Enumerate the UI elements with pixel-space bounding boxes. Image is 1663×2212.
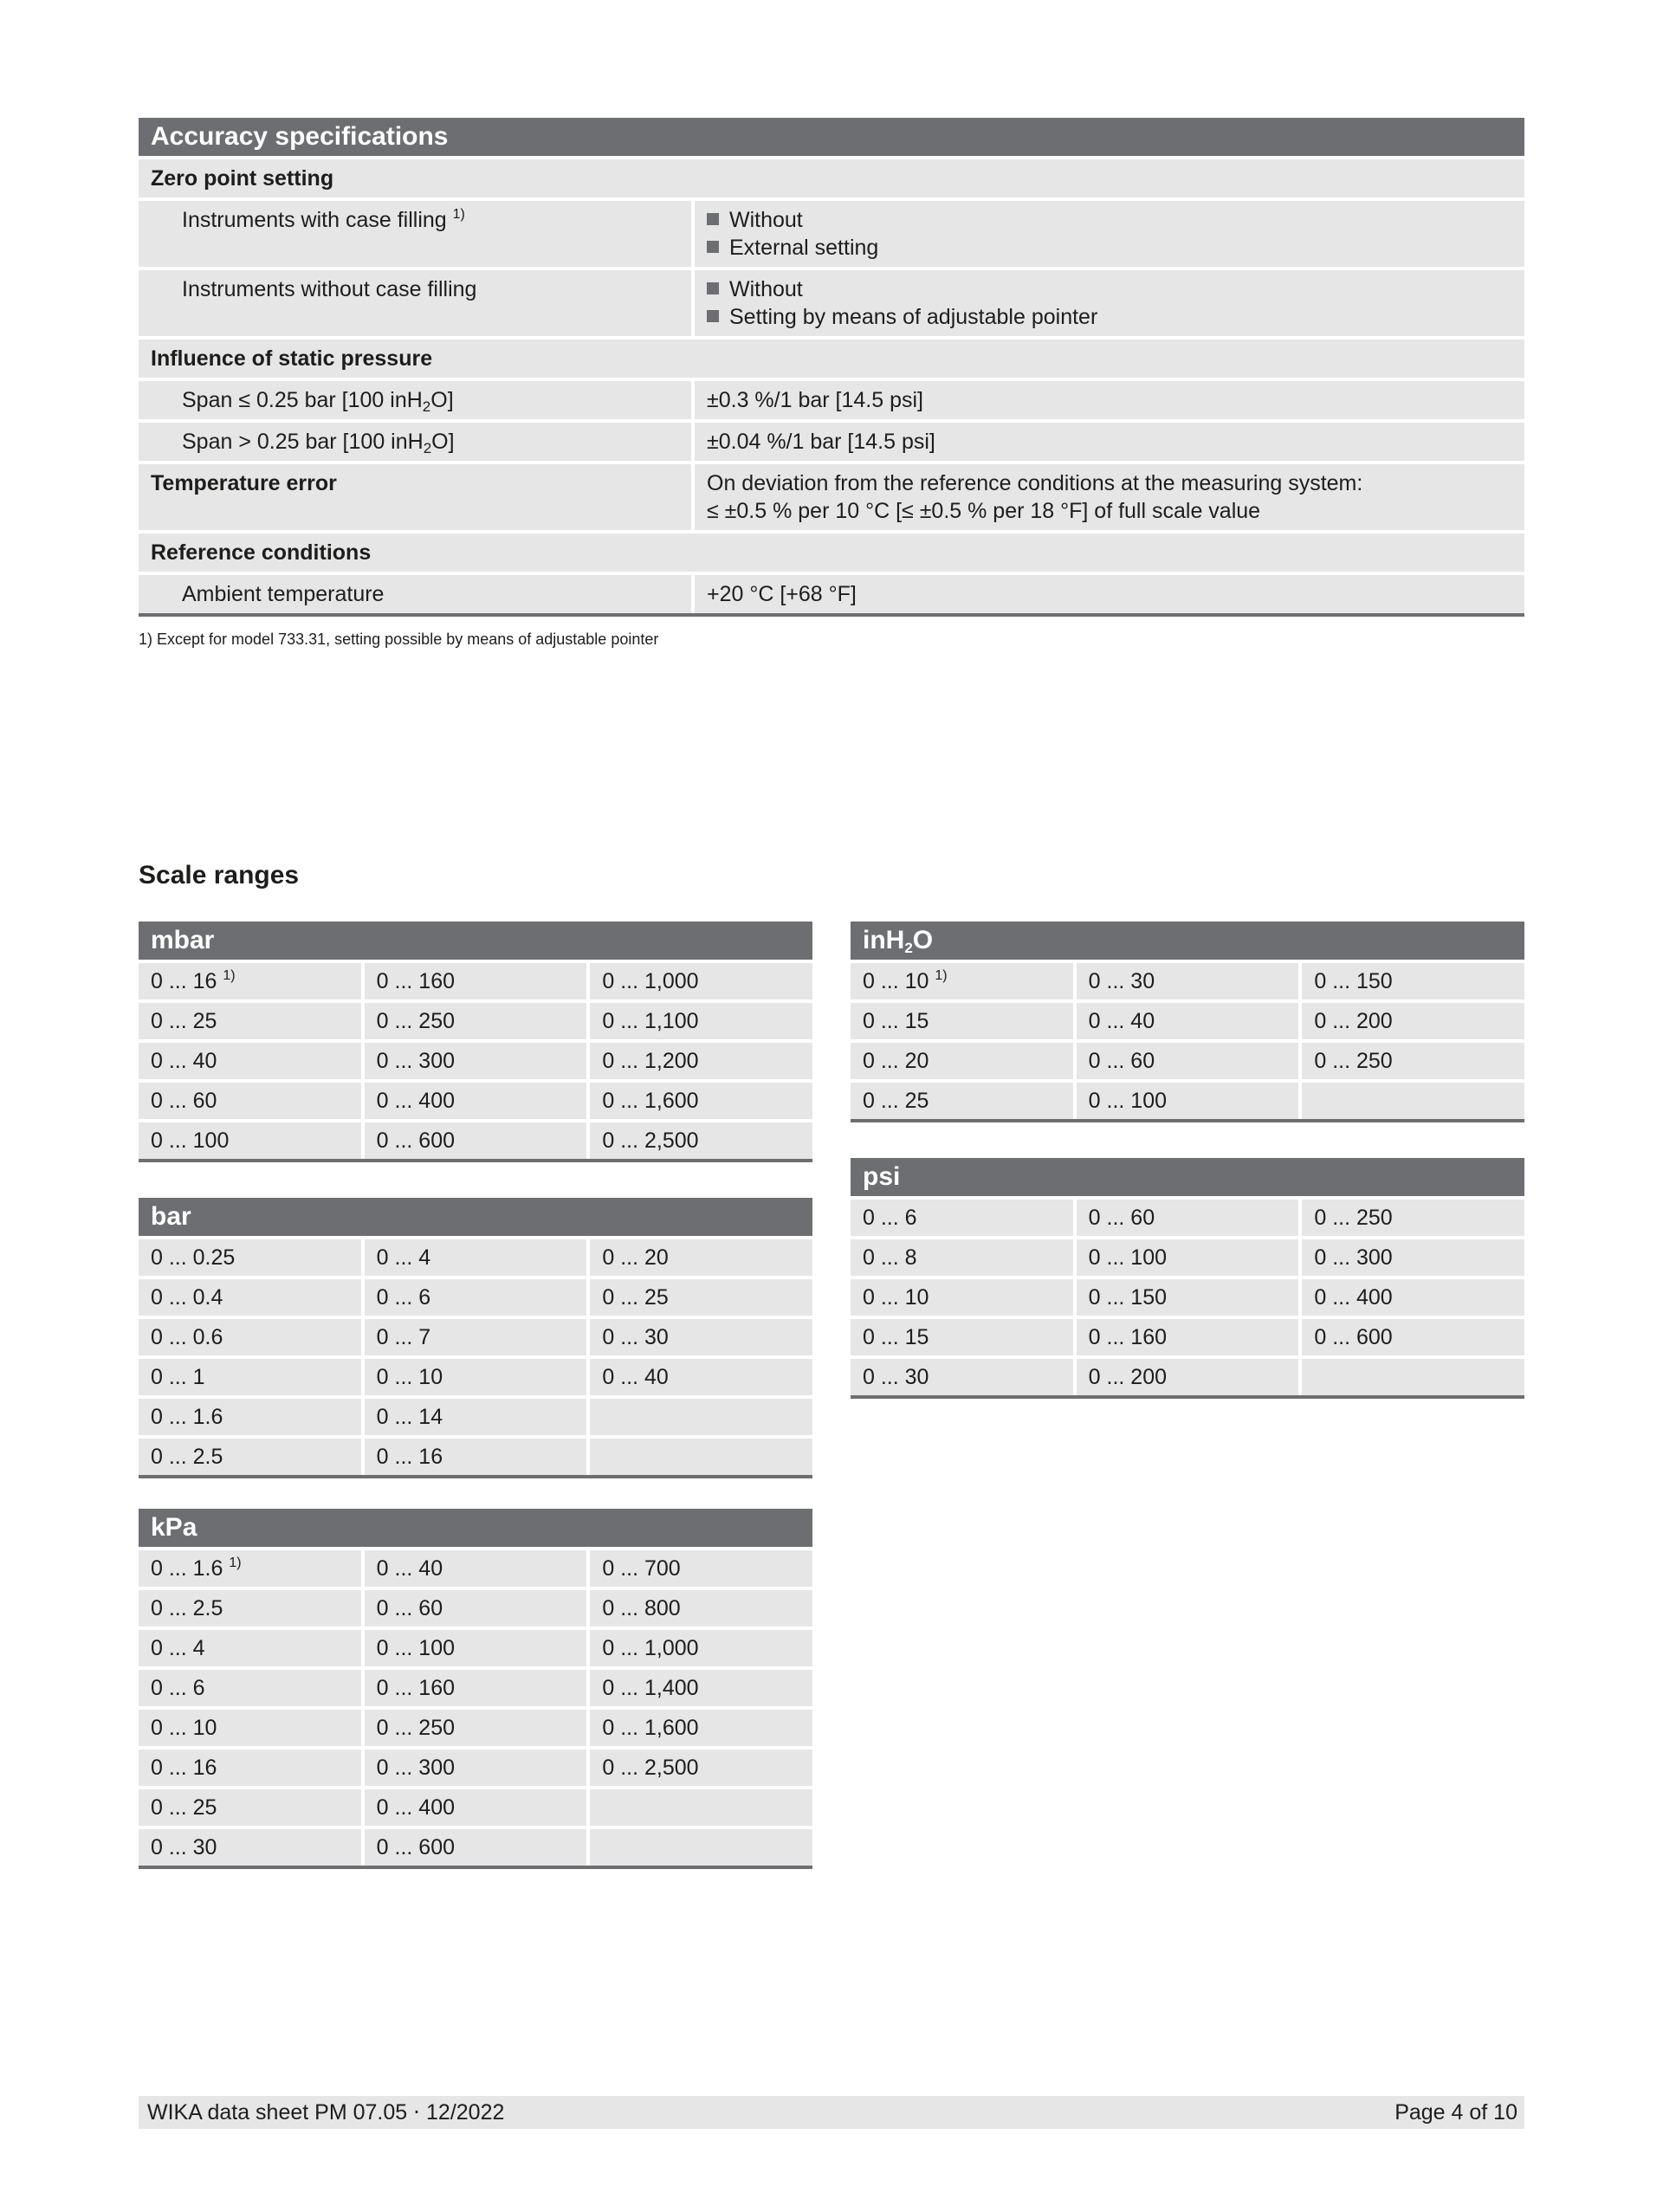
span-small-value: ±0.3 %/1 bar [14.5 psi]	[695, 381, 1524, 419]
table-row	[139, 963, 812, 999]
table-cell: 0 ... 0.4	[139, 1279, 361, 1316]
table-cell: 0 ... 600	[1302, 1319, 1524, 1355]
table-cell: 0 ... 4	[139, 1630, 361, 1666]
table-cell: 0 ... 25	[590, 1279, 812, 1316]
table-cell: 0 ... 10	[365, 1359, 587, 1395]
table-row	[851, 1239, 1524, 1276]
accuracy-table	[139, 118, 1524, 617]
table-cell: 0 ... 200	[1077, 1359, 1299, 1395]
table-cell: 0 ... 800	[590, 1590, 812, 1627]
without-filling-options: Without Setting by means of adjustable pointer	[695, 270, 1524, 336]
span-large-label: Span > 0.25 bar [100 inH$_2$O]	[139, 423, 691, 461]
table-row	[851, 1279, 1524, 1316]
bullet-square-icon	[707, 213, 719, 225]
table-cell	[590, 1439, 812, 1475]
table-cell: 0 ... 16	[365, 1439, 587, 1475]
accuracy-title: Accuracy specifications	[139, 118, 1524, 156]
table-cell: 0 ... 16	[139, 1750, 361, 1786]
footnote-ref: 1)	[229, 1556, 242, 1570]
table-cell: 0 ... 60	[1077, 1200, 1299, 1236]
table-row	[139, 1590, 812, 1627]
table-cell: 0 ... 2.5	[139, 1590, 361, 1627]
table-cell: 0 ... 30	[590, 1319, 812, 1355]
table-row	[139, 1359, 812, 1395]
table-row	[139, 1122, 812, 1159]
table-row	[139, 1670, 812, 1706]
bullet-square-icon	[707, 310, 719, 322]
zero-point-label: Zero point setting	[139, 159, 1524, 197]
table-row	[139, 1630, 812, 1666]
table-row	[139, 1043, 812, 1079]
mbar-table-title: mbar	[139, 922, 812, 960]
table-cell: 0 ... 160	[365, 963, 587, 999]
table-cell: 0 ... 10	[139, 1710, 361, 1746]
bullet-square-icon	[707, 241, 719, 253]
table-cell: 0 ... 600	[365, 1829, 587, 1866]
psi-table	[851, 1158, 1524, 1399]
table-row	[139, 1239, 812, 1276]
footer-document-id: WIKA data sheet PM 07.05 ⋅ 12/2022	[147, 2100, 505, 2125]
table-cell: 0 ... 100	[1077, 1083, 1299, 1119]
table-cell: 0 ... 60	[139, 1083, 361, 1119]
page-footer	[139, 2096, 1524, 2129]
footnote-ref: 1)	[452, 207, 465, 222]
table-cell: 0 ... 30	[1077, 963, 1299, 999]
table-cell: 0 ... 100	[1077, 1239, 1299, 1276]
kpa-table-title: kPa	[139, 1509, 812, 1547]
table-row	[139, 1399, 812, 1435]
table-cell: 0 ... 60	[365, 1590, 587, 1627]
table-cell: 0 ... 20	[851, 1043, 1073, 1079]
table-cell: 0 ... 15	[851, 1003, 1073, 1039]
bullet-square-icon	[707, 282, 719, 294]
table-cell: 0 ... 150	[1077, 1279, 1299, 1316]
span-small-label: Span ≤ 0.25 bar [100 inH$_2$O]	[139, 381, 691, 419]
table-cell: 0 ... 400	[365, 1789, 587, 1826]
table-cell: 0 ... 600	[365, 1122, 587, 1159]
table-cell: 0 ... 40	[590, 1359, 812, 1395]
table-cell: 0 ... 1,000	[590, 1630, 812, 1666]
table-cell: 0 ... 250	[1302, 1043, 1524, 1079]
table-cell: 0 ... 10	[851, 1279, 1073, 1316]
table-cell: 0 ... 6	[139, 1670, 361, 1706]
table-row	[139, 1083, 812, 1119]
table-row	[139, 1319, 812, 1355]
table-cell: 0 ... 40	[365, 1550, 587, 1587]
table-row	[139, 1550, 812, 1587]
psi-table-title: psi	[851, 1158, 1524, 1196]
table-row	[139, 1279, 812, 1316]
table-cell: 0 ... 300	[365, 1043, 587, 1079]
table-cell: 0 ... 1	[139, 1359, 361, 1395]
table-cell: 0 ... 1,600	[590, 1083, 812, 1119]
kpa-table	[139, 1509, 812, 1869]
table-cell	[590, 1399, 812, 1435]
table-cell: 0 ... 300	[1302, 1239, 1524, 1276]
ambient-temperature-label: Ambient temperature	[139, 575, 691, 613]
table-cell: 0 ... 1,100	[590, 1003, 812, 1039]
table-cell: 0 ... 40	[139, 1043, 361, 1079]
table-cell: 0 ... 1.6 $^{1)}$	[139, 1550, 361, 1587]
mbar-table	[139, 922, 812, 1162]
table-cell: 0 ... 150	[1302, 963, 1524, 999]
footer-page-number: Page 4 of 10	[1394, 2100, 1517, 2125]
table-row	[851, 1003, 1524, 1039]
table-cell: 0 ... 2.5	[139, 1439, 361, 1475]
table-cell	[590, 1829, 812, 1866]
table-cell	[1302, 1359, 1524, 1395]
table-cell: 0 ... 2,500	[590, 1122, 812, 1159]
table-cell: 0 ... 25	[851, 1083, 1073, 1119]
table-cell: 0 ... 0.25	[139, 1239, 361, 1276]
table-row	[139, 1003, 812, 1039]
table-cell: 0 ... 1,200	[590, 1043, 812, 1079]
table-row	[851, 1043, 1524, 1079]
table-cell: 0 ... 6	[365, 1279, 587, 1316]
with-filling-label: Instruments with case filling $^{1)}$	[139, 201, 691, 267]
with-filling-options: Without External setting	[695, 201, 1524, 267]
table-cell: 0 ... 250	[365, 1710, 587, 1746]
table-row	[139, 1829, 812, 1866]
table-row	[851, 1083, 1524, 1119]
static-pressure-label: Influence of static pressure	[139, 340, 1524, 378]
without-filling-label: Instruments without case filling	[139, 270, 691, 336]
bar-table-title: bar	[139, 1198, 812, 1236]
table-row	[139, 1439, 812, 1475]
table-cell: 0 ... 700	[590, 1550, 812, 1587]
table-cell: 0 ... 1,000	[590, 963, 812, 999]
temperature-error-label: Temperature error	[139, 464, 691, 530]
footnote-ref: 1)	[935, 968, 948, 983]
reference-conditions-label: Reference conditions	[139, 534, 1524, 572]
table-cell: 0 ... 200	[1302, 1003, 1524, 1039]
table-cell: 0 ... 14	[365, 1399, 587, 1435]
table-cell: 0 ... 1.6	[139, 1399, 361, 1435]
table-cell: 0 ... 7	[365, 1319, 587, 1355]
table-cell: 0 ... 25	[139, 1789, 361, 1826]
table-cell: 0 ... 25	[139, 1003, 361, 1039]
bar-table	[139, 1198, 812, 1478]
inh2o-table	[851, 922, 1524, 1122]
table-cell: 0 ... 6	[851, 1200, 1073, 1236]
table-cell: 0 ... 400	[365, 1083, 587, 1119]
table-cell: 0 ... 15	[851, 1319, 1073, 1355]
table-row	[139, 1750, 812, 1786]
table-cell: 0 ... 160	[1077, 1319, 1299, 1355]
table-cell: 0 ... 100	[139, 1122, 361, 1159]
table-cell: 0 ... 60	[1077, 1043, 1299, 1079]
table-bottom-rule	[139, 613, 1524, 617]
temperature-error-value: On deviation from the reference conditions at the measuring system: ≤ ±0.5 % per 10 °C [≤ ±0.5 % per 18 °F] of full scale value	[695, 464, 1524, 530]
table-cell: 0 ... 1,600	[590, 1710, 812, 1746]
footnote-ref: 1)	[223, 968, 236, 983]
table-cell: 0 ... 8	[851, 1239, 1073, 1276]
footnote: 1) Except for model 733.31, setting possible by means of adjustable pointer	[139, 631, 659, 648]
table-cell: 0 ... 400	[1302, 1279, 1524, 1316]
table-cell: 0 ... 2,500	[590, 1750, 812, 1786]
table-cell	[590, 1789, 812, 1826]
table-row	[851, 963, 1524, 999]
table-cell: 0 ... 250	[365, 1003, 587, 1039]
table-cell: 0 ... 10 $^{1)}$	[851, 963, 1073, 999]
ambient-temperature-value: +20 °C [+68 °F]	[695, 575, 1524, 613]
table-row	[139, 1710, 812, 1746]
table-cell: 0 ... 16 $^{1)}$	[139, 963, 361, 999]
table-cell: 0 ... 100	[365, 1630, 587, 1666]
table-cell: 0 ... 30	[139, 1829, 361, 1866]
table-cell: 0 ... 250	[1302, 1200, 1524, 1236]
table-cell: 0 ... 20	[590, 1239, 812, 1276]
inh2o-table-title: inH$_2$O	[851, 922, 1524, 960]
scale-ranges-title: Scale ranges	[139, 861, 300, 889]
table-cell	[1302, 1083, 1524, 1119]
table-row	[139, 1789, 812, 1826]
table-row	[851, 1200, 1524, 1236]
table-row	[851, 1319, 1524, 1355]
table-cell: 0 ... 0.6	[139, 1319, 361, 1355]
table-cell: 0 ... 160	[365, 1670, 587, 1706]
table-cell: 0 ... 30	[851, 1359, 1073, 1395]
table-cell: 0 ... 1,400	[590, 1670, 812, 1706]
table-cell: 0 ... 4	[365, 1239, 587, 1276]
span-large-value: ±0.04 %/1 bar [14.5 psi]	[695, 423, 1524, 461]
table-row	[851, 1359, 1524, 1395]
table-cell: 0 ... 40	[1077, 1003, 1299, 1039]
table-cell: 0 ... 300	[365, 1750, 587, 1786]
